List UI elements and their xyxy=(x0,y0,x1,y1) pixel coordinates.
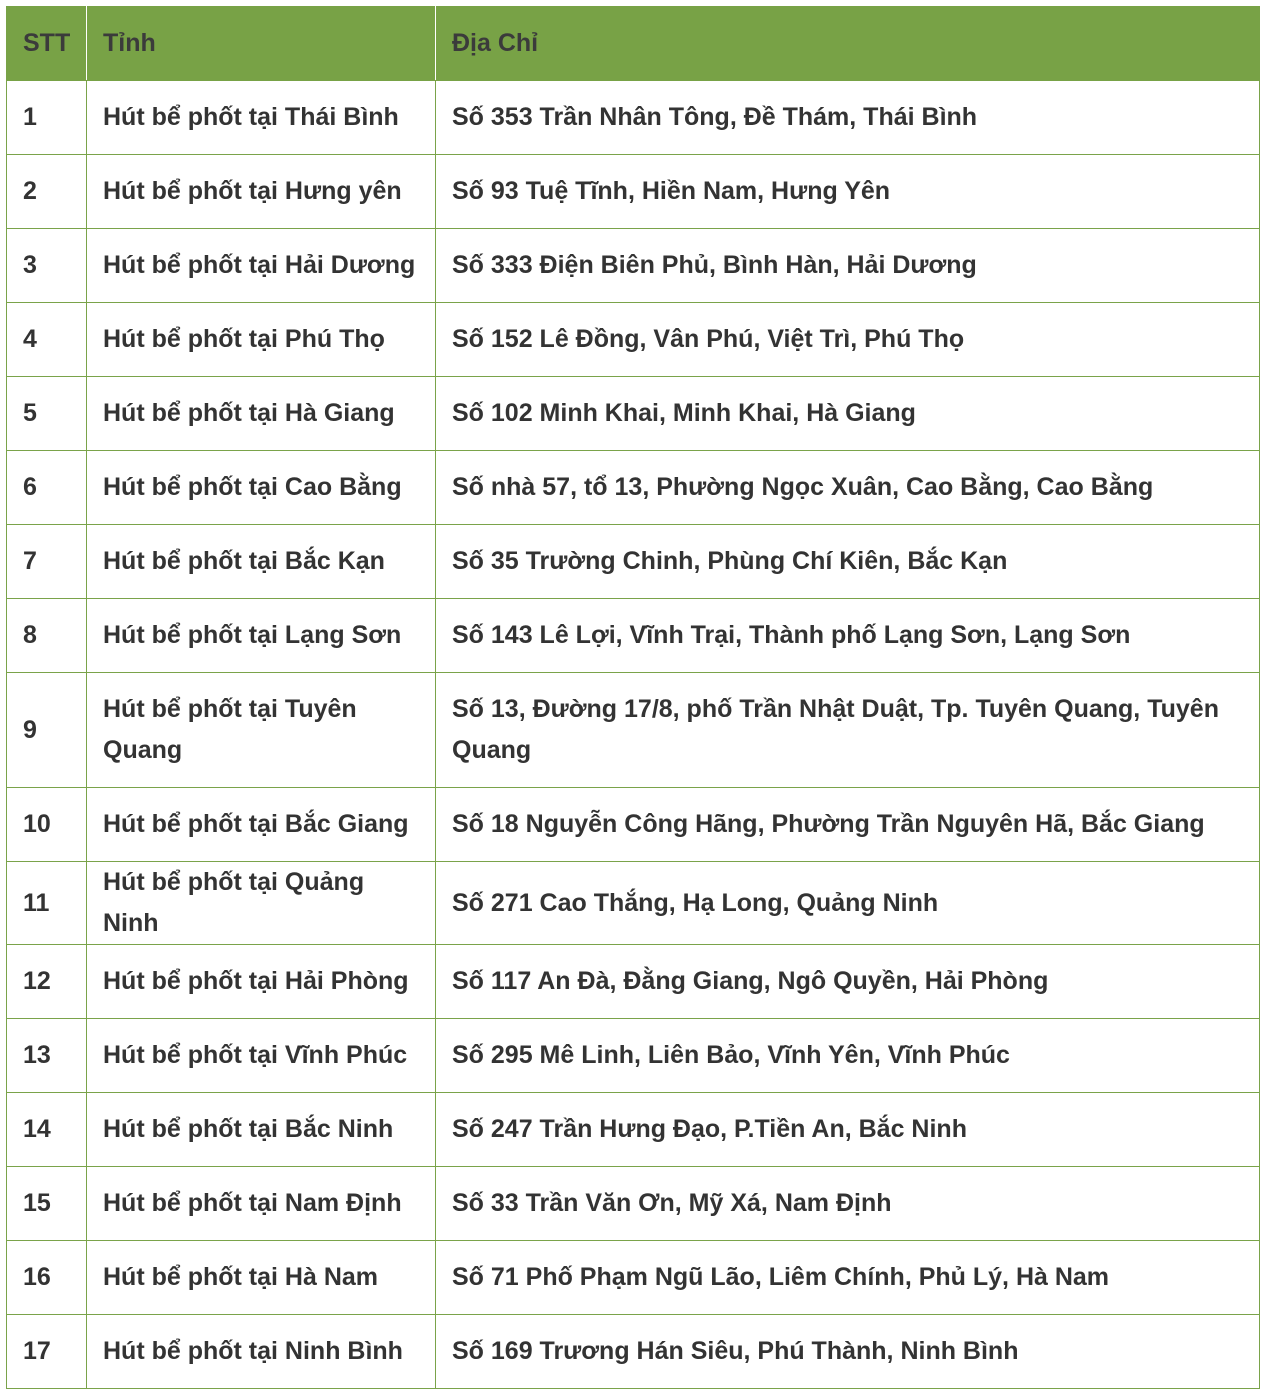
table-row xyxy=(7,945,1260,1019)
row-dia-chi: Số nhà 57, tổ 13, Phường Ngọc Xuân, Cao Bằng, Cao Bằng xyxy=(436,451,1260,525)
row-tinh: Hút bể phốt tại Tuyên Quang xyxy=(87,673,436,788)
address-table xyxy=(6,6,1260,1389)
table-row xyxy=(7,155,1260,229)
row-tinh: Hút bể phốt tại Ninh Bình xyxy=(87,1315,436,1389)
row-stt: 13 xyxy=(7,1019,87,1093)
row-stt: 1 xyxy=(7,81,87,155)
row-tinh: Hút bể phốt tại Quảng Ninh xyxy=(87,862,436,945)
row-dia-chi: Số 18 Nguyễn Công Hãng, Phường Trần Nguyên Hã, Bắc Giang xyxy=(436,788,1260,862)
table-row xyxy=(7,1315,1260,1389)
table-row xyxy=(7,81,1260,155)
row-dia-chi: Số 152 Lê Đồng, Vân Phú, Việt Trì, Phú Thọ xyxy=(436,303,1260,377)
table-row xyxy=(7,303,1260,377)
table-row xyxy=(7,1241,1260,1315)
table-header xyxy=(7,7,1260,81)
row-stt: 8 xyxy=(7,599,87,673)
row-stt: 15 xyxy=(7,1167,87,1241)
table-row xyxy=(7,788,1260,862)
row-stt: 14 xyxy=(7,1093,87,1167)
table-row xyxy=(7,451,1260,525)
address-table-container xyxy=(6,6,1259,1389)
row-dia-chi: Số 295 Mê Linh, Liên Bảo, Vĩnh Yên, Vĩnh Phúc xyxy=(436,1019,1260,1093)
row-stt: 17 xyxy=(7,1315,87,1389)
table-body xyxy=(7,81,1260,1389)
row-tinh: Hút bể phốt tại Cao Bằng xyxy=(87,451,436,525)
row-tinh: Hút bể phốt tại Bắc Ninh xyxy=(87,1093,436,1167)
row-tinh: Hút bể phốt tại Bắc Kạn xyxy=(87,525,436,599)
row-tinh: Hút bể phốt tại Thái Bình xyxy=(87,81,436,155)
row-stt: 6 xyxy=(7,451,87,525)
row-dia-chi: Số 169 Trương Hán Siêu, Phú Thành, Ninh Bình xyxy=(436,1315,1260,1389)
row-tinh: Hút bể phốt tại Phú Thọ xyxy=(87,303,436,377)
row-tinh: Hút bể phốt tại Vĩnh Phúc xyxy=(87,1019,436,1093)
row-tinh: Hút bể phốt tại Hưng yên xyxy=(87,155,436,229)
row-tinh: Hút bể phốt tại Lạng Sơn xyxy=(87,599,436,673)
row-dia-chi: Số 117 An Đà, Đằng Giang, Ngô Quyền, Hải Phòng xyxy=(436,945,1260,1019)
row-stt: 12 xyxy=(7,945,87,1019)
header-tinh: Tỉnh xyxy=(87,7,436,81)
row-dia-chi: Số 13, Đường 17/8, phố Trần Nhật Duật, Tp. Tuyên Quang, Tuyên Quang xyxy=(436,673,1260,788)
table-row xyxy=(7,229,1260,303)
row-tinh: Hút bể phốt tại Bắc Giang xyxy=(87,788,436,862)
row-dia-chi: Số 33 Trần Văn Ơn, Mỹ Xá, Nam Định xyxy=(436,1167,1260,1241)
table-row xyxy=(7,1167,1260,1241)
row-stt: 11 xyxy=(7,862,87,945)
header-stt: STT xyxy=(7,7,87,81)
row-stt: 2 xyxy=(7,155,87,229)
row-stt: 5 xyxy=(7,377,87,451)
row-dia-chi: Số 93 Tuệ Tĩnh, Hiền Nam, Hưng Yên xyxy=(436,155,1260,229)
table-row xyxy=(7,599,1260,673)
row-stt: 7 xyxy=(7,525,87,599)
row-dia-chi: Số 333 Điện Biên Phủ, Bình Hàn, Hải Dương xyxy=(436,229,1260,303)
row-dia-chi: Số 247 Trần Hưng Đạo, P.Tiền An, Bắc Ninh xyxy=(436,1093,1260,1167)
row-tinh: Hút bể phốt tại Hải Dương xyxy=(87,229,436,303)
row-dia-chi: Số 102 Minh Khai, Minh Khai, Hà Giang xyxy=(436,377,1260,451)
row-dia-chi: Số 143 Lê Lợi, Vĩnh Trại, Thành phố Lạng Sơn, Lạng Sơn xyxy=(436,599,1260,673)
row-tinh: Hút bể phốt tại Hà Nam xyxy=(87,1241,436,1315)
table-row xyxy=(7,1093,1260,1167)
table-row xyxy=(7,525,1260,599)
row-dia-chi: Số 353 Trần Nhân Tông, Đề Thám, Thái Bình xyxy=(436,81,1260,155)
row-dia-chi: Số 271 Cao Thắng, Hạ Long, Quảng Ninh xyxy=(436,862,1260,945)
row-dia-chi: Số 35 Trường Chinh, Phùng Chí Kiên, Bắc Kạn xyxy=(436,525,1260,599)
header-row xyxy=(7,7,1260,81)
table-row xyxy=(7,1019,1260,1093)
row-stt: 4 xyxy=(7,303,87,377)
header-dia-chi: Địa Chỉ xyxy=(436,7,1260,81)
table-row xyxy=(7,673,1260,788)
row-tinh: Hút bể phốt tại Hải Phòng xyxy=(87,945,436,1019)
row-stt: 16 xyxy=(7,1241,87,1315)
row-tinh: Hút bể phốt tại Nam Định xyxy=(87,1167,436,1241)
table-row xyxy=(7,862,1260,945)
row-stt: 9 xyxy=(7,673,87,788)
row-dia-chi: Số 71 Phố Phạm Ngũ Lão, Liêm Chính, Phủ Lý, Hà Nam xyxy=(436,1241,1260,1315)
row-stt: 3 xyxy=(7,229,87,303)
row-tinh: Hút bể phốt tại Hà Giang xyxy=(87,377,436,451)
row-stt: 10 xyxy=(7,788,87,862)
table-row xyxy=(7,377,1260,451)
